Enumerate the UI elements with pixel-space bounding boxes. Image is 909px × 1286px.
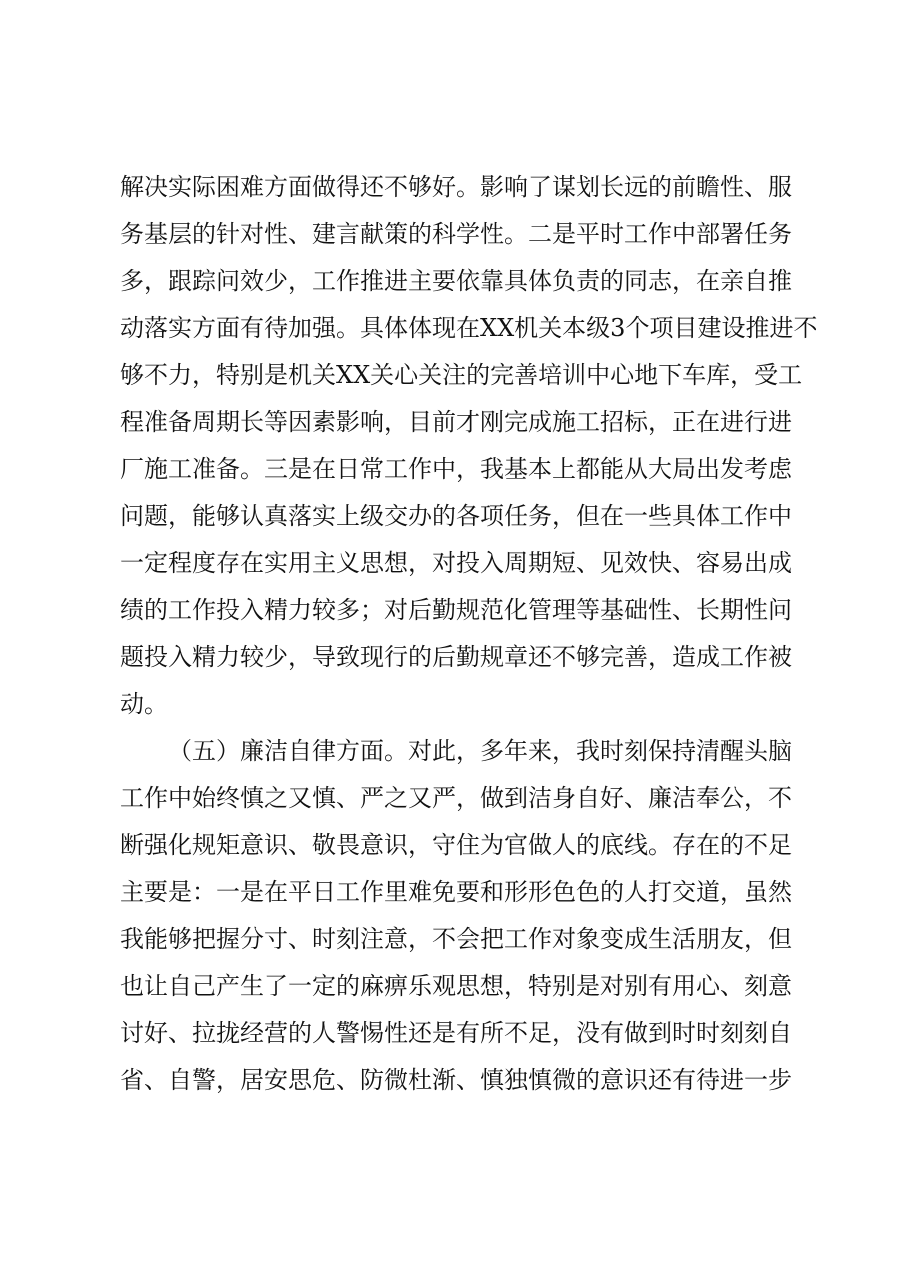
text-line: 多，跟踪问效少，工作推进主要依靠具体负责的同志，在亲自推	[120, 267, 792, 295]
text-line: 务基层的针对性、建言献策的科学性。二是平时工作中部署任务	[120, 220, 792, 248]
text-line: 解决实际困难方面做得还不够好。影响了谋划长远的前瞻性、服	[120, 173, 792, 201]
text-line: 厂施工准备。三是在日常工作中，我基本上都能从大局出发考虑	[120, 455, 792, 483]
text-line: 动。	[120, 690, 168, 718]
text-line: 工作中始终慎之又慎、严之又严，做到洁身自好、廉洁奉公，不	[120, 784, 792, 812]
text-line: 题投入精力较少，导致现行的后勤规章还不够完善，造成工作被	[120, 643, 792, 671]
text-line: 绩的工作投入精力较多；对后勤规范化管理等基础性、长期性问	[120, 596, 792, 624]
body-text	[120, 164, 840, 1104]
text-line: 主要是：一是在平日工作里难免要和形形色色的人打交道，虽然	[120, 878, 792, 906]
text-line: 一定程度存在实用主义思想，对投入周期短、见效快、容易出成	[120, 549, 792, 577]
text-line: 省、自警，居安思危、防微杜渐、慎独慎微的意识还有待进一步	[120, 1066, 792, 1094]
text-line: 程准备周期长等因素影响，目前才刚完成施工招标，正在进行进	[120, 408, 792, 436]
text-line: 够不力，特别是机关XX关心关注的完善培训中心地下车库，受工	[120, 361, 803, 389]
section-heading-line: （五）廉洁自律方面。对此，多年来，我时刻保持清醒头脑	[168, 737, 792, 765]
text-line: 断强化规矩意识、敬畏意识，守住为官做人的底线。存在的不足	[120, 831, 792, 859]
text-line: 问题，能够认真落实上级交办的各项任务，但在一些具体工作中	[120, 502, 792, 530]
text-line: 也让自己产生了一定的麻痹乐观思想，特别是对别有用心、刻意	[120, 972, 792, 1000]
text-line: 我能够把握分寸、时刻注意，不会把工作对象变成生活朋友，但	[120, 925, 792, 953]
text-line: 讨好、拉拢经营的人警惕性还是有所不足，没有做到时时刻刻自	[120, 1019, 792, 1047]
text-line: 动落实方面有待加强。具体体现在XX机关本级3个项目建设推进不	[120, 314, 818, 342]
